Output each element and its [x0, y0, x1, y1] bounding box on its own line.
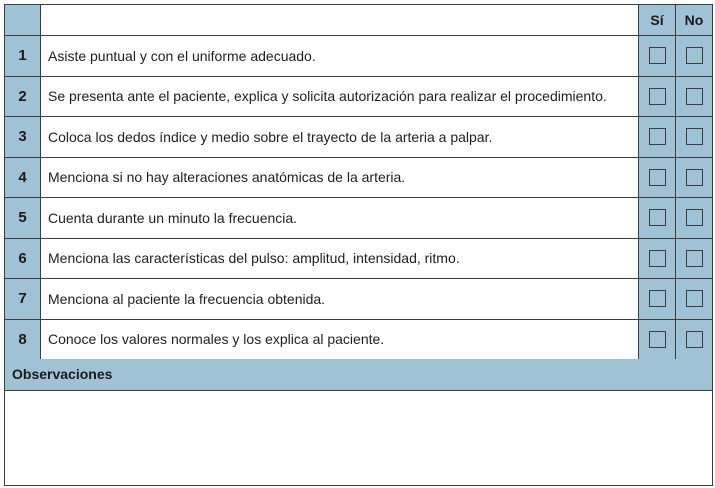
checklist-row: [5, 279, 713, 320]
no-checkbox[interactable]: [686, 250, 703, 267]
row-number: 1: [5, 36, 41, 77]
checklist-row: [5, 36, 713, 77]
no-cell: [676, 279, 713, 320]
si-checkbox[interactable]: [649, 88, 666, 105]
no-cell: [676, 319, 713, 360]
row-description: Menciona si no hay alteraciones anatómicas de la arteria.: [41, 157, 639, 198]
si-cell: [639, 36, 676, 77]
si-checkbox[interactable]: [649, 209, 666, 226]
no-cell: [676, 76, 713, 117]
row-description: Cuenta durante un minuto la frecuencia.: [41, 198, 639, 239]
no-cell: [676, 117, 713, 158]
row-description: Coloca los dedos índice y medio sobre el trayecto de la arteria a palpar.: [41, 117, 639, 158]
no-cell: [676, 36, 713, 77]
si-column-header: Sí: [639, 5, 676, 36]
checklist-row: [5, 76, 713, 117]
no-checkbox[interactable]: [686, 290, 703, 307]
row-description: Menciona al paciente la frecuencia obtenida.: [41, 279, 639, 320]
checklist-row: [5, 319, 713, 360]
row-description: Conoce los valores normales y los explica al paciente.: [41, 319, 639, 360]
si-cell: [639, 279, 676, 320]
si-checkbox[interactable]: [649, 331, 666, 348]
description-column-header: [41, 5, 639, 36]
si-checkbox[interactable]: [649, 290, 666, 307]
si-cell: [639, 157, 676, 198]
row-description: Se presenta ante el paciente, explica y solicita autorización para realizar el procedimiento.: [41, 76, 639, 117]
no-checkbox[interactable]: [686, 331, 703, 348]
no-checkbox[interactable]: [686, 209, 703, 226]
no-cell: [676, 198, 713, 239]
no-checkbox[interactable]: [686, 128, 703, 145]
row-number: 7: [5, 279, 41, 320]
row-number: 3: [5, 117, 41, 158]
header-row: [5, 5, 713, 36]
no-checkbox[interactable]: [686, 47, 703, 64]
no-checkbox[interactable]: [686, 88, 703, 105]
checklist-sheet: [4, 4, 713, 486]
checklist-row: [5, 157, 713, 198]
row-description: Asiste puntual y con el uniforme adecuado.: [41, 36, 639, 77]
si-cell: [639, 238, 676, 279]
si-cell: [639, 198, 676, 239]
row-number: 4: [5, 157, 41, 198]
si-cell: [639, 117, 676, 158]
row-number: 5: [5, 198, 41, 239]
si-cell: [639, 319, 676, 360]
row-number: 2: [5, 76, 41, 117]
si-checkbox[interactable]: [649, 128, 666, 145]
si-checkbox[interactable]: [649, 47, 666, 64]
row-number: 8: [5, 319, 41, 360]
checklist-table: [4, 4, 713, 360]
row-number: 6: [5, 238, 41, 279]
checklist-row: [5, 238, 713, 279]
no-checkbox[interactable]: [686, 169, 703, 186]
checklist-row: [5, 117, 713, 158]
si-cell: [639, 76, 676, 117]
no-cell: [676, 238, 713, 279]
si-checkbox[interactable]: [649, 250, 666, 267]
row-description: Menciona las características del pulso: amplitud, intensidad, ritmo.: [41, 238, 639, 279]
observations-label: Observaciones: [5, 359, 712, 391]
observations-field[interactable]: [5, 391, 712, 485]
checklist-row: [5, 198, 713, 239]
si-checkbox[interactable]: [649, 169, 666, 186]
no-cell: [676, 157, 713, 198]
no-column-header: No: [676, 5, 713, 36]
number-column-header: [5, 5, 41, 36]
